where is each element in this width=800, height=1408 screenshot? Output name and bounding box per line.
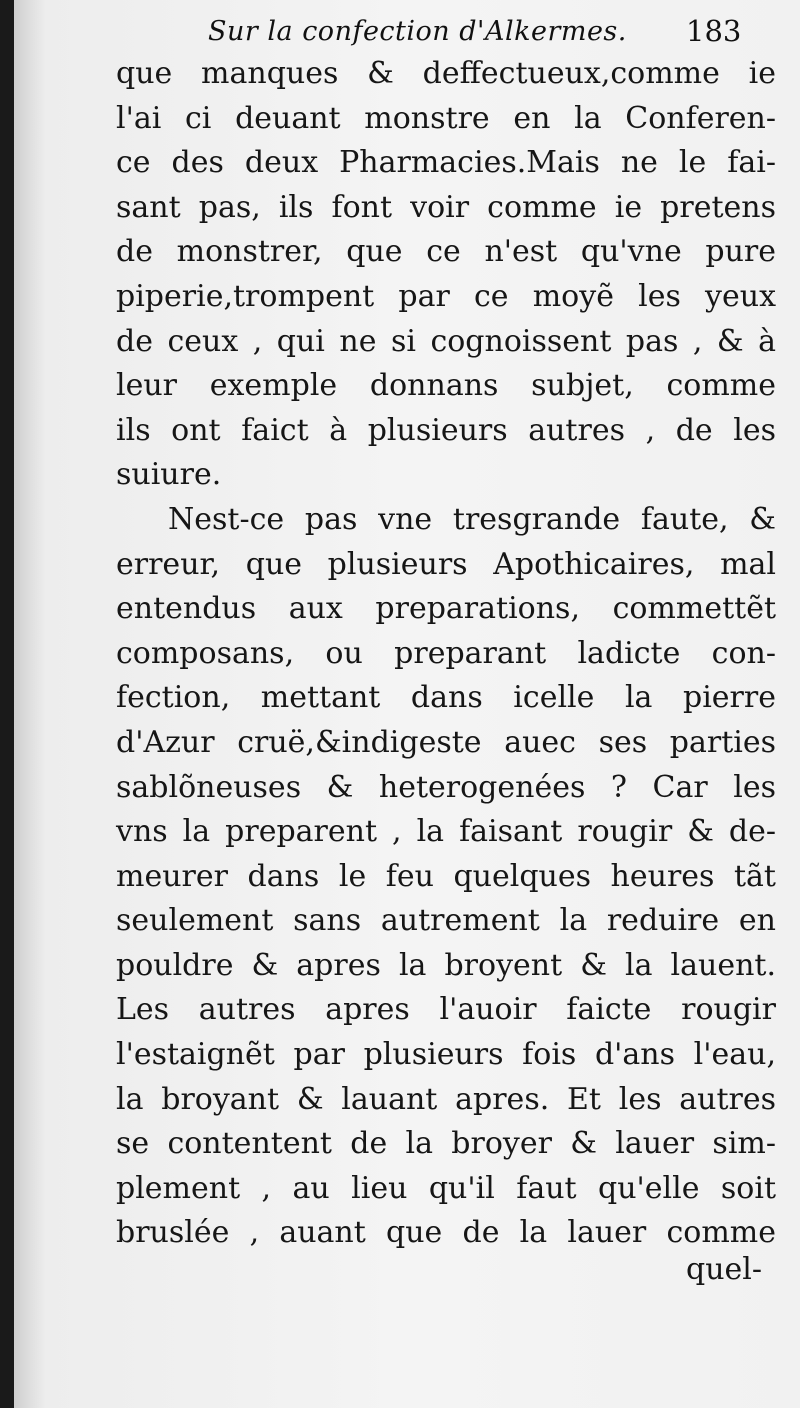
text-line: seulement sans autrement la reduire en bbox=[116, 903, 776, 939]
text-line: meurer dans le feu quelques heures tãt bbox=[116, 858, 776, 894]
text-line: d'Azur cruë,&indigeste auec ses parties bbox=[116, 724, 776, 760]
text-line: Les autres apres l'auoir faicte rougir bbox=[116, 992, 776, 1028]
text-line: la broyant & lauant apres. Et les autres bbox=[116, 1081, 776, 1117]
text-line: vns la preparent , la faisant rougir & de- bbox=[116, 814, 776, 850]
text-line: de monstrer, que ce n'est qu'vne pure bbox=[116, 234, 776, 270]
text-line: sablõneuses & heterogenées ? Car les bbox=[116, 769, 776, 805]
text-line: piperie,trompent par ce moyẽ les yeux bbox=[116, 278, 776, 314]
text-line: l'ai ci deuant monstre en la Conferen- bbox=[116, 100, 776, 136]
text-line: entendus aux preparations, commettẽt bbox=[116, 591, 776, 627]
book-page bbox=[14, 0, 800, 1408]
text-line: leur exemple donnans subjet, comme bbox=[116, 368, 776, 404]
text-line: sant pas, ils font voir comme ie pretens bbox=[116, 189, 776, 225]
running-title: Sur la confection d'Alkermes. bbox=[208, 16, 627, 47]
page-header bbox=[14, 8, 800, 58]
catchword: quel- bbox=[686, 1252, 763, 1287]
text-line: se contentent de la broyer & lauer sim- bbox=[116, 1126, 776, 1162]
text-line: erreur, que plusieurs Apothicaires, mal bbox=[116, 546, 776, 582]
text-line: que manques & deffectueux,comme ie bbox=[116, 56, 776, 91]
page-number: 183 bbox=[686, 14, 742, 48]
text-line: composans, ou preparant ladicte con- bbox=[116, 635, 776, 671]
text-line: ce des deux Pharmacies.Mais ne le fai- bbox=[116, 145, 776, 181]
text-line: fection, mettant dans icelle la pierre bbox=[116, 680, 776, 716]
text-line: bruslée , auant que de la lauer comme bbox=[116, 1215, 776, 1251]
text-line: Nest-ce pas vne tresgrande faute, & bbox=[168, 501, 776, 537]
text-line: ils ont faict à plusieurs autres , de les bbox=[116, 412, 776, 448]
text-line: pouldre & apres la broyent & la lauent. bbox=[116, 947, 776, 983]
paragraph-1 bbox=[116, 52, 776, 498]
text-line: plement , au lieu qu'il faut qu'elle soit bbox=[116, 1170, 776, 1206]
page-edge-shadow bbox=[0, 0, 14, 1408]
text-line: suiure. bbox=[116, 457, 222, 493]
text-line: l'estaignẽt par plusieurs fois d'ans l'eau, bbox=[116, 1037, 776, 1073]
body-text bbox=[116, 52, 776, 1256]
text-line: de ceux , qui ne si cognoissent pas , & à bbox=[116, 323, 776, 359]
paragraph-2 bbox=[116, 498, 776, 1256]
